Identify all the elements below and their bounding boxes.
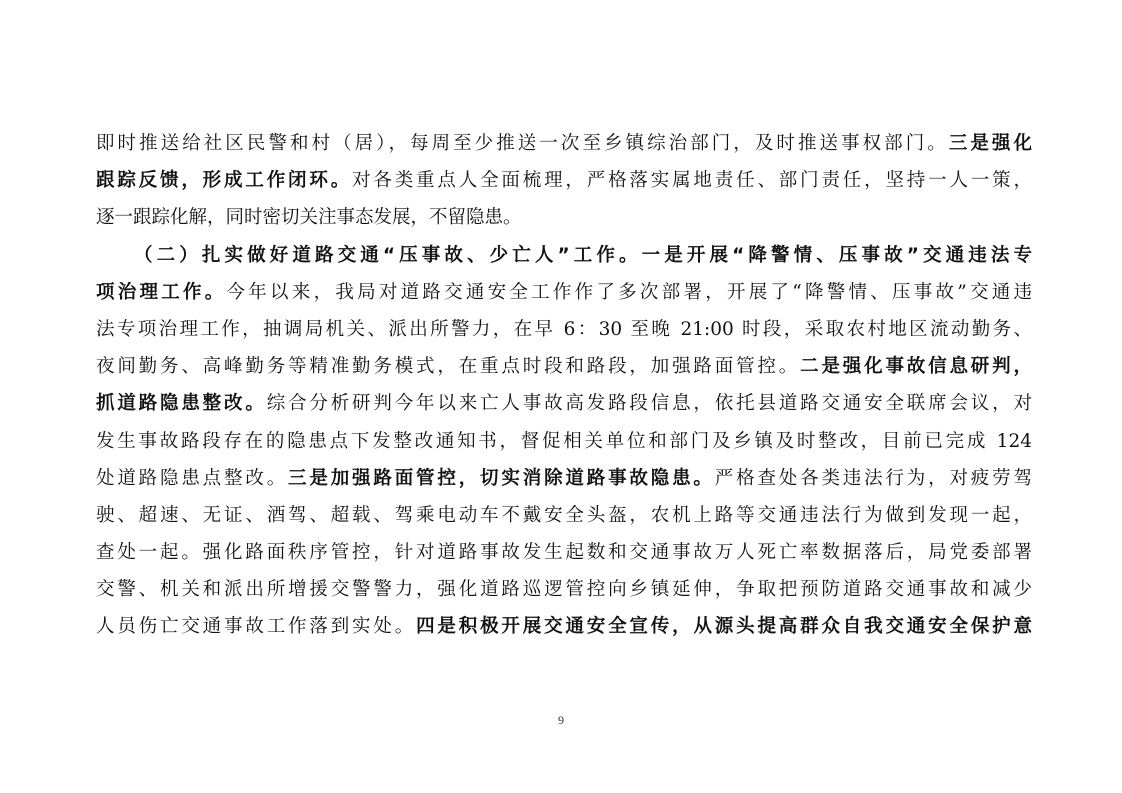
section-heading-line — [96, 237, 1032, 274]
text-line-11 — [96, 497, 1032, 534]
body-text — [96, 125, 1032, 646]
text-line-12 — [96, 534, 1032, 571]
text-line-8 — [96, 385, 1032, 422]
text-line-6 — [96, 311, 1032, 348]
bold-run: 四是积极开展交通安全宣传，从源头提高群众自我交通安全保护意 — [416, 616, 1032, 638]
text-run: 发生事故路段存在的隐患点下发整改通知书，督促相关单位和部门及乡镇及时整改，目前已完成 124 — [96, 430, 1032, 452]
bold-run: 二是强化事故信息研判， — [800, 356, 1032, 378]
text-run: 查处一起。强化路面秩序管控，针对道路事故发生起数和交通事故万人死亡率数据落后，局党委部署 — [96, 542, 1032, 564]
text-run: 对各类重点人全面梳理，严格落实属地责任、部门责任，坚持一人一策， — [352, 170, 1032, 192]
text-run: 今年以来，我局对道路交通安全工作作了多次部署，开展了“降警情、压事故”交通违 — [226, 281, 1032, 303]
text-line-10 — [96, 460, 1032, 497]
text-line-5 — [96, 274, 1032, 311]
text-run: 驶、超速、无证、酒驾、超载、驾乘电动车不戴安全头盔，农机上路等交通违法行为做到发现一起， — [96, 504, 1032, 526]
bold-run: 跟踪反馈，形成工作闭环。 — [96, 170, 353, 192]
text-line-3 — [96, 199, 1032, 236]
text-run: 综合分析研判今年以来亡人事故高发路段信息，依托县道路交通安全联席会议，对 — [266, 393, 1032, 415]
bold-run: 项治理工作。 — [96, 281, 227, 303]
bold-run: 抓道路隐患整改。 — [96, 393, 267, 415]
text-line-9 — [96, 423, 1032, 460]
text-run: 严格查处各类违法行为，对疲劳驾 — [714, 467, 1032, 489]
text-run: 法专项治理工作，抽调局机关、派出所警力，在早 6：30 至晚 21:00 时段，采取农村地区流动勤务、 — [96, 318, 1032, 340]
text-run: 人员伤亡交通事故工作落到实处。 — [96, 616, 417, 638]
text-run: 交警、机关和派出所增援交警警力，强化道路巡逻管控向乡镇延伸，争取把预防道路交通事故和减少 — [96, 579, 1032, 601]
text-run: 即时推送给社区民警和村（居），每周至少推送一次至乡镇综治部门，及时推送事权部门。 — [96, 133, 949, 154]
bold-run: 三是加强路面管控，切实消除道路事故隐患。 — [288, 467, 715, 489]
text-line-14 — [96, 608, 1032, 645]
section-heading: （二）扎实做好道路交通“压事故、少亡人”工作。一是开展“降警情、压事故”交通违法专 — [134, 244, 1032, 266]
text-line-7 — [96, 348, 1032, 385]
page-number: 9 — [558, 713, 564, 727]
text-run: 逐一跟踪化解，同时密切关注事态发展，不留隐患。 — [96, 207, 522, 229]
bold-run: 三是强化 — [948, 133, 1032, 154]
text-run: 处道路隐患点整改。 — [96, 467, 289, 489]
text-line-1 — [96, 125, 1032, 162]
text-run: 夜间勤务、高峰勤务等精准勤务模式，在重点时段和路段，加强路面管控。 — [96, 356, 801, 378]
text-line-2 — [96, 162, 1032, 199]
text-line-13 — [96, 571, 1032, 608]
